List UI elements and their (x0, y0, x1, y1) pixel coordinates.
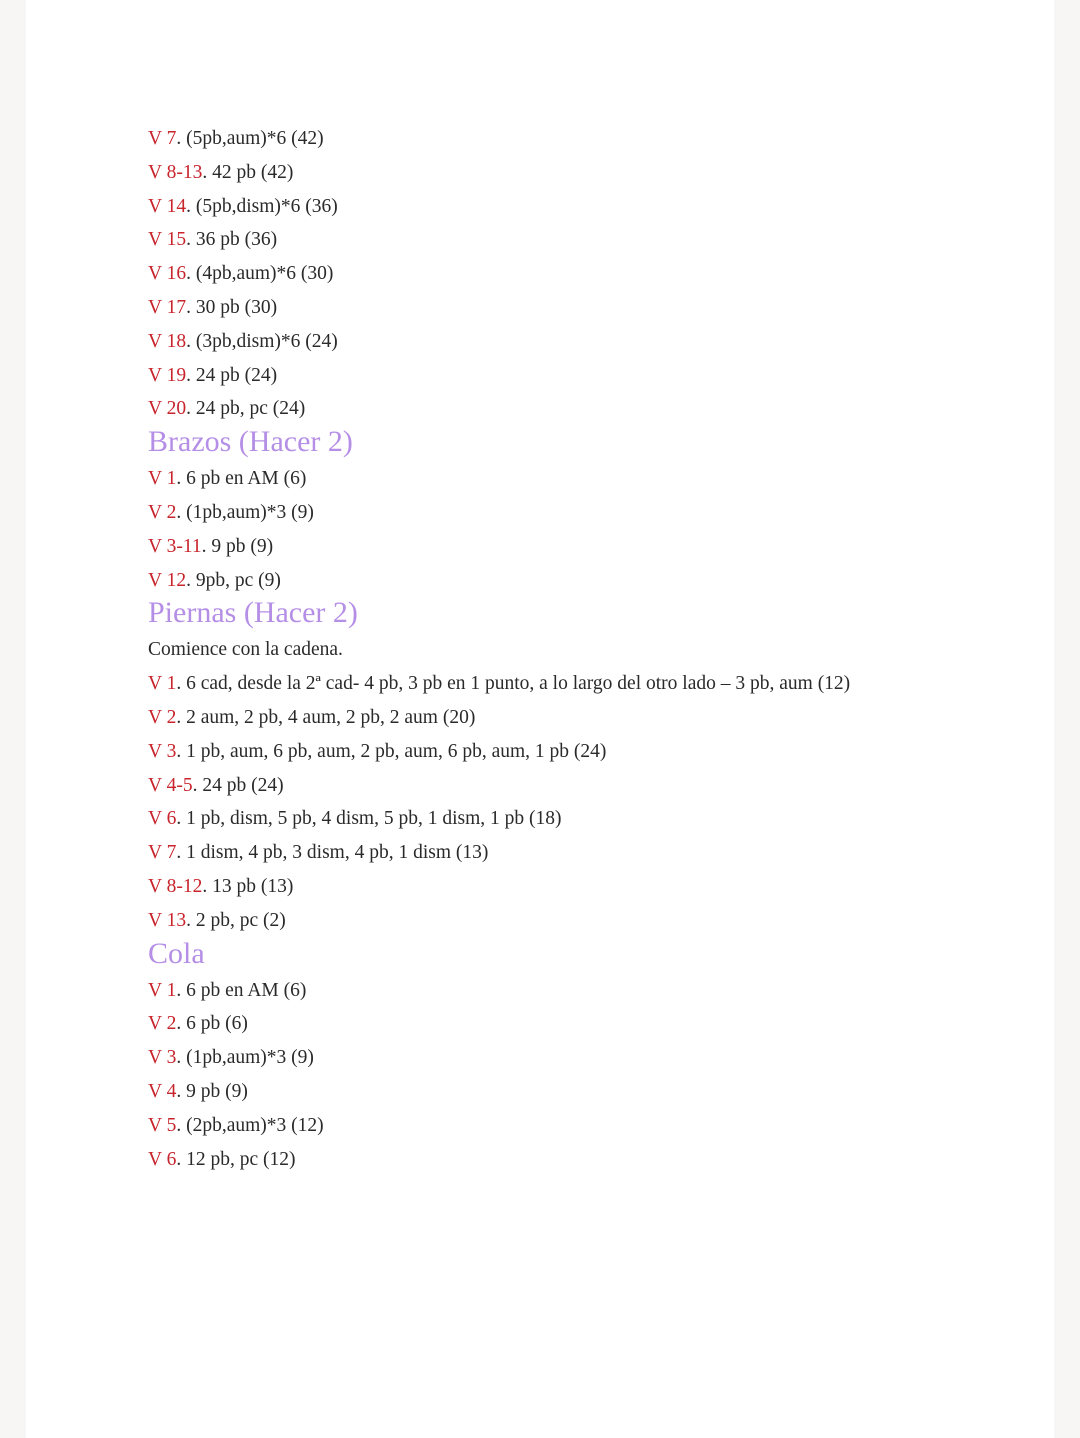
round-label: V 18 (148, 330, 187, 352)
round-text: . (2pb,aum)*3 (12) (176, 1114, 324, 1136)
round-text: . 1 dism, 4 pb, 3 dism, 4 pb, 1 dism (13) (176, 842, 489, 864)
round-instruction (148, 667, 1028, 701)
round-text: . 12 pb, pc (12) (176, 1148, 296, 1170)
round-instruction (148, 223, 1028, 257)
round-instruction (148, 1075, 1028, 1109)
round-instruction (148, 359, 1028, 393)
round-text: . (1pb,aum)*3 (9) (176, 501, 314, 523)
round-instruction (148, 257, 1028, 291)
round-label: V 3-11 (148, 535, 202, 557)
round-text: . 6 pb (6) (176, 1013, 248, 1035)
round-instruction (148, 1143, 1028, 1177)
round-instruction (148, 802, 1028, 836)
round-instruction (148, 1041, 1028, 1075)
round-instruction (148, 735, 1028, 769)
round-text: . 6 cad, desde la 2ª cad- 4 pb, 3 pb en 1 punto, a lo largo del otro lado – 3 pb, aum (12) (176, 673, 851, 695)
round-label: V 2 (148, 501, 177, 523)
round-instruction (148, 190, 1028, 224)
round-label: V 7 (148, 842, 177, 864)
section-intro: Comience con la cadena. (148, 639, 343, 661)
round-instruction (148, 904, 1028, 938)
round-label: V 1 (148, 673, 177, 695)
round-text: . 42 pb (42) (202, 161, 294, 183)
round-label: V 4 (148, 1080, 177, 1102)
round-label: V 8-12 (148, 875, 203, 897)
round-instruction (148, 325, 1028, 359)
round-label: V 8-13 (148, 161, 203, 183)
round-instruction (148, 769, 1028, 803)
round-text: . 9pb, pc (9) (186, 569, 281, 591)
round-instruction (148, 530, 1028, 564)
round-instruction (148, 122, 1028, 156)
round-text: . 24 pb (24) (186, 364, 278, 386)
round-label: V 14 (148, 195, 187, 217)
round-text: . (3pb,dism)*6 (24) (186, 330, 338, 352)
round-text: . (5pb,aum)*6 (42) (176, 128, 324, 149)
round-text: . 36 pb (36) (186, 229, 278, 251)
round-text: . 13 pb (13) (202, 875, 294, 897)
round-label: V 6 (148, 808, 177, 830)
round-label: V 2 (148, 1013, 177, 1035)
round-instruction (148, 1007, 1028, 1041)
round-text: . 9 pb (9) (201, 535, 274, 557)
round-label: V 20 (148, 398, 187, 420)
round-label: V 5 (148, 1114, 177, 1136)
round-instruction (148, 1109, 1028, 1143)
round-text: . 24 pb (24) (192, 774, 284, 796)
round-label: V 16 (148, 263, 187, 285)
round-text: . 1 pb, aum, 6 pb, aum, 2 pb, aum, 6 pb, aum, 1 pb (24) (176, 740, 607, 762)
round-instruction (148, 564, 1028, 598)
round-label: V 2 (148, 706, 177, 728)
round-text: . (1pb,aum)*3 (9) (176, 1047, 314, 1069)
round-instruction (148, 156, 1028, 190)
round-instruction (148, 974, 1028, 1008)
round-label: V 17 (148, 296, 187, 318)
round-label: V 19 (148, 364, 187, 386)
round-label: V 3 (148, 1047, 177, 1069)
round-text: . (4pb,aum)*6 (30) (186, 263, 334, 285)
round-label: V 15 (148, 229, 187, 251)
round-text: . 9 pb (9) (176, 1080, 248, 1102)
document-page (26, 0, 1054, 1438)
round-text: . 24 pb, pc (24) (186, 398, 306, 420)
round-instruction (148, 836, 1028, 870)
round-text: . 2 aum, 2 pb, 4 aum, 2 pb, 2 aum (20) (176, 706, 476, 728)
round-text: . 2 pb, pc (2) (186, 909, 286, 931)
round-label: V 1 (148, 979, 177, 1001)
round-text: . (5pb,dism)*6 (36) (186, 195, 338, 217)
section-heading: Brazos (Hacer 2) (148, 425, 353, 459)
round-label: V 1 (148, 468, 177, 490)
pattern-content (148, 122, 1028, 1176)
round-instruction (148, 496, 1028, 530)
round-text: . 6 pb en AM (6) (176, 979, 307, 1001)
round-label: V 7 (148, 128, 177, 149)
round-label: V 12 (148, 569, 187, 591)
round-instruction (148, 870, 1028, 904)
round-label: V 13 (148, 909, 187, 931)
section-heading: Cola (148, 936, 205, 970)
round-text: . 30 pb (30) (186, 296, 278, 318)
round-instruction (148, 462, 1028, 496)
round-label: V 6 (148, 1148, 177, 1170)
round-label: V 3 (148, 740, 177, 762)
round-instruction (148, 701, 1028, 735)
section-heading: Piernas (Hacer 2) (148, 596, 358, 630)
round-text: . 1 pb, dism, 5 pb, 4 dism, 5 pb, 1 dism, 1 pb (18) (176, 808, 562, 830)
round-text: . 6 pb en AM (6) (176, 468, 307, 490)
round-instruction (148, 291, 1028, 325)
round-label: V 4-5 (148, 774, 193, 796)
round-instruction (148, 392, 1028, 426)
